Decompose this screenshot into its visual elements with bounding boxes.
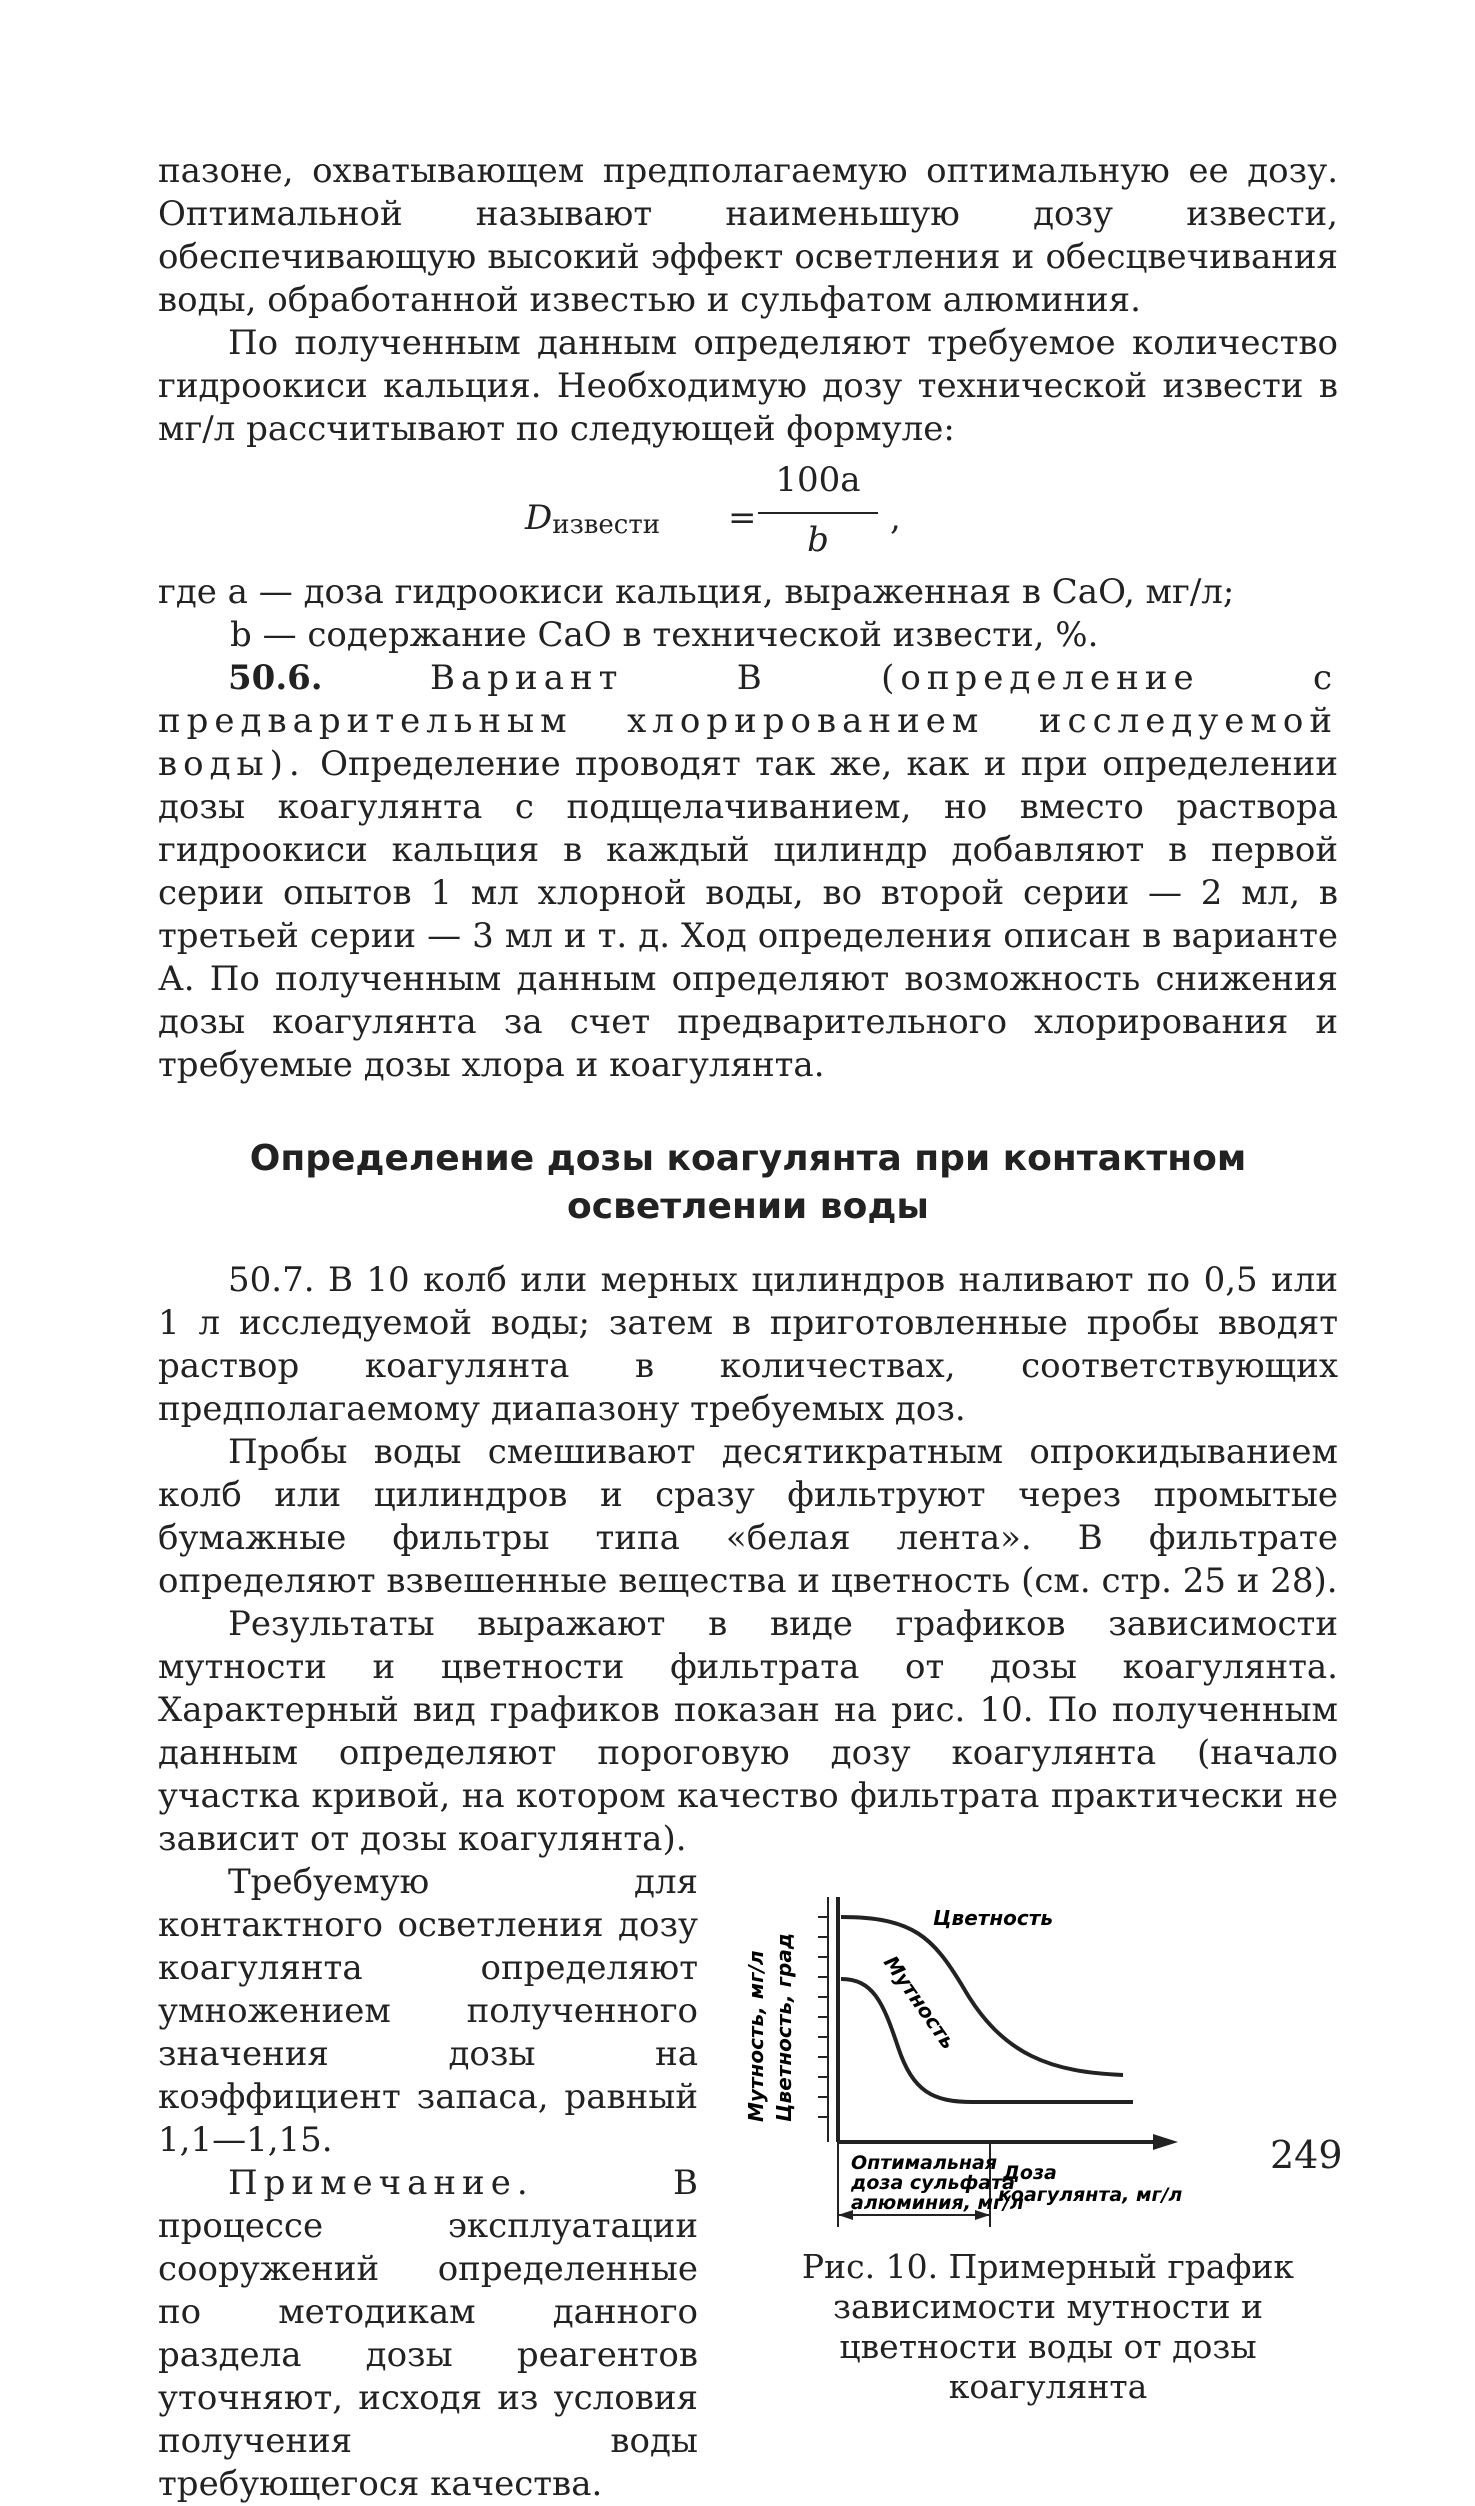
box-label-line3: алюминия, мг/л: [851, 2192, 1024, 2214]
paragraph-mixing: Пробы воды смешивают десятикратным опрокидыванием колб или цилиндров и сразу фильтруют через промытые бумажные фильтры типа «белая лента». В фильтрате определяют взвешенные вещества и цветность (см. стр. 25 и 28).: [158, 1432, 1338, 1601]
figure-10-graph: [733, 1897, 1353, 2257]
y-label-color: Цветность, град: [772, 1933, 796, 2122]
bottom-section: [158, 1861, 1338, 2504]
formula-where-a: где a — доза гидроокиси кальция, выраженная в CaO, мг/л;: [158, 572, 1235, 612]
x-axis-arrow: [1153, 2134, 1178, 2150]
formula-where-b: b — содержание CaO в технической извести, %.: [230, 615, 1099, 655]
figure-caption: Рис. 10. Примерный график зависимости мутности и цветности воды от дозы коагулянта: [801, 2247, 1295, 2406]
box-label-line2: доза сульфата: [851, 2172, 1015, 2194]
fraction-bar: [758, 512, 878, 514]
note-label: Примечание.: [228, 2163, 534, 2203]
formula-denominator: b: [807, 520, 829, 560]
paragraph-continuation: пазоне, охватывающем предполагаемую оптимальную ее дозу. Оптимальной называют наименьшую дозу извести, обеспечивающую высокий эффект осветления и обесцвечивания воды, обработанной известью и сульфатом алюминия.: [158, 151, 1338, 320]
box-label-line1: Оптимальная: [851, 2152, 998, 2174]
formula-lime-dose: [158, 451, 1338, 571]
x-label-line2: коагулянта, мг/л: [998, 2184, 1183, 2206]
color-curve: [841, 1917, 1123, 2075]
paragraph-lime-dose: По полученным данным определяют требуемое количество гидроокиси кальция. Необходимую дозу технической извести в мг/л рассчитывают по следующей формуле:: [158, 323, 1338, 449]
left-column: [158, 1861, 698, 2506]
page-number: 249: [1270, 2133, 1343, 2177]
x-label-line1: Доза: [1003, 2162, 1057, 2184]
paragraph-50-6-text: Определение проводят так же, как и при определении дозы коагулянта с подщелачиванием, но вместо раствора гидроокиси кальция в каждый цилиндр добавляют в первой серии опытов 1 мл хлорной воды, во второй серии — 2 мл, в третьей серии — 3 мл и т. д. Ход определения описан в варианте А. По полученным данным определяют возможность снижения дозы коагулянта за счет предварительного хлорирования и требуемые дозы хлора и коагулянта.: [158, 744, 1339, 1085]
formula-numerator: 100a: [775, 460, 861, 500]
curve-label-color: Цветность: [933, 1906, 1054, 1930]
y-label-turbidity: Мутность, мг/л: [744, 1950, 768, 2122]
section-number-50-6: 50.6.: [228, 658, 323, 698]
curve-label-turbidity: Мутность: [878, 1951, 961, 2054]
paragraph-results: Результаты выражают в виде графиков зависимости мутности и цветности фильтрата от дозы коагулянта. Характерный вид графиков показан на рис. 10. По полученным данным определяют пороговую дозу коагулянта (начало участка кривой, на котором качество фильтрата практически не зависит от дозы коагулянта).: [158, 1604, 1338, 1859]
paragraph-50-6: [158, 657, 1338, 1087]
paragraph-50-7: 50.7. В 10 колб или мерных цилиндров наливают по 0,5 или 1 л исследуемой воды; затем в приготовленные пробы вводят раствор коагулянта в количествах, соответствующих предполагаемому диапазону требуемых доз.: [158, 1260, 1338, 1429]
note-text: В процессе эксплуатации сооружений определенные по методикам данного раздела дозы реагентов уточняют, исходя из условия получения воды требующегося качества.: [158, 2163, 698, 2504]
page-body: [158, 150, 1339, 2504]
formula-comma: ,: [890, 498, 901, 538]
formula-equals: =: [728, 498, 757, 538]
variant-b-title: Вариант В (определение с предварительным хлорированием исследуемой воды).: [158, 658, 1339, 784]
y-axis-ticks: [818, 1917, 828, 2117]
turbidity-curve: [841, 1979, 1133, 2102]
formula-lhs: $D_{извести}$: [525, 498, 661, 540]
section-heading: Определение дозы коагулянта при контактном осветлении воды: [249, 1138, 1247, 1227]
paragraph-safety-factor: Требуемую для контактного осветления дозу коагулянта определяют умножением полученного значения дозы на коэффициент запаса, равный 1,1—1,15.: [158, 1862, 698, 2160]
paragraph-note: [158, 2162, 698, 2506]
